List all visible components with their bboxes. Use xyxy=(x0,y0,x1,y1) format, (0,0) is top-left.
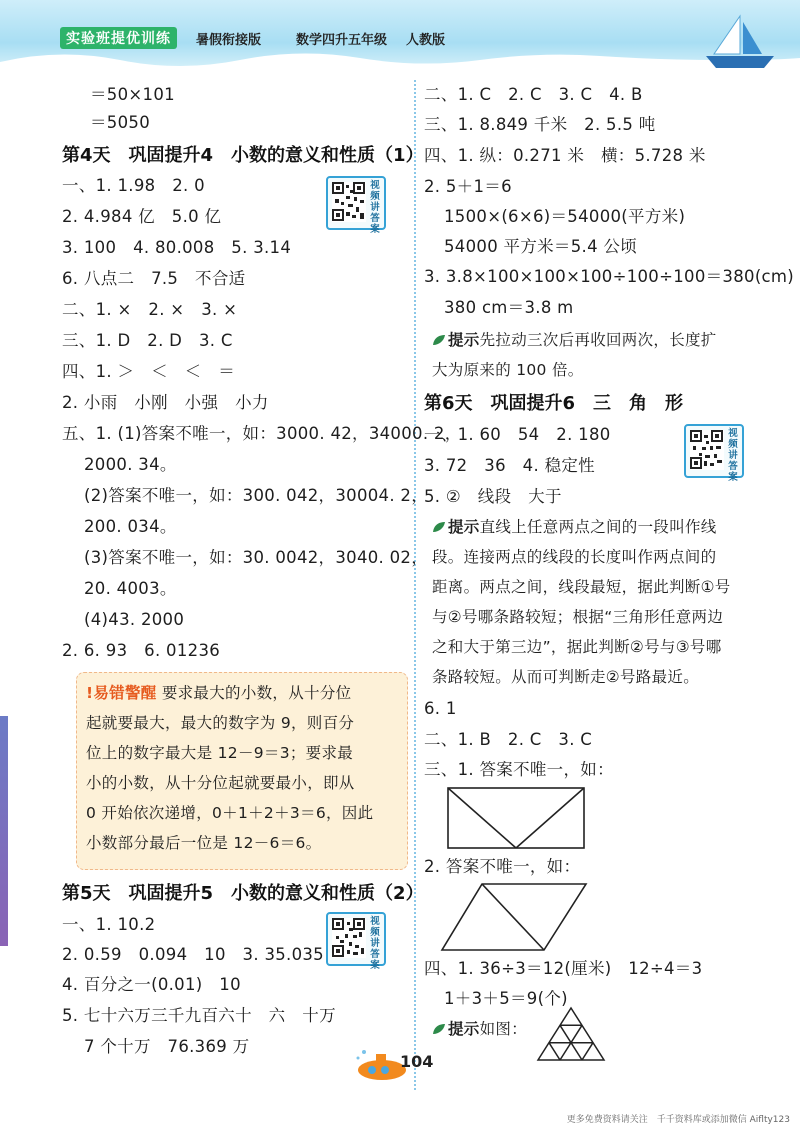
calc-line: ＝5050 xyxy=(90,113,150,132)
answer-line: 二、1. C 2. C 3. C 4. B xyxy=(424,85,643,104)
answer-line: 四、1. 36÷3＝12(厘米) 12÷4＝3 xyxy=(424,959,703,978)
answer-line: 54000 平方米＝5.4 公顷 xyxy=(444,237,638,256)
warning-text: 要求最大的小数，从十分位 xyxy=(161,684,352,702)
hint-line: 与②号哪条路较短；根据“三角形任意两边 xyxy=(432,608,724,626)
warning-line: 小的小数，从十分位起就要最小，即从 xyxy=(86,774,355,792)
answer-line: 200. 034。 xyxy=(84,517,177,536)
leaf-icon xyxy=(432,1023,446,1035)
video-qr-code[interactable] xyxy=(684,424,744,483)
answer-line: 2. 答案不唯一，如： xyxy=(424,857,581,876)
hint-text: 如图： xyxy=(479,1020,528,1038)
answer-line: 3. 3.8×100×100×100÷100÷100＝380(cm) xyxy=(424,267,795,286)
answer-line: 2000. 34。 xyxy=(84,455,177,474)
answer-line: 3. 72 36 4. 稳定性 xyxy=(424,456,595,475)
day6-title: 第6天 巩固提升6 三 角 形 xyxy=(424,393,684,414)
hint-line: 条路较短。从而可判断走②号路最近。 xyxy=(432,668,699,686)
answer-line: 20. 4003。 xyxy=(84,579,177,598)
answer-line: 1500×(6×6)＝54000(平方米) xyxy=(444,207,686,226)
wave-decoration xyxy=(0,44,800,78)
subject-label: 数学四升五年级 xyxy=(296,33,388,48)
answer-line: 3. 100 4. 80.008 5. 3.14 xyxy=(62,238,292,257)
warning-line: 小数部分最后一位是 12－6＝6。 xyxy=(86,834,322,852)
warning-line xyxy=(86,682,351,704)
qr-code-icon xyxy=(332,182,366,222)
answer-line: 2. 小雨 小刚 小强 小力 xyxy=(62,393,269,412)
answer-line: 三、1. 8.849 千米 2. 5.5 吨 xyxy=(424,115,656,134)
answer-line: 2. 0.59 0.094 10 3. 35.035 xyxy=(62,945,324,964)
side-tab xyxy=(0,716,8,946)
answer-line: 2. 6. 93 6. 01236 xyxy=(62,641,221,660)
column-divider xyxy=(414,80,416,1090)
hint-line: 大为原来的 100 倍。 xyxy=(432,361,584,379)
warning-line: 0 开始依次递增，0＋1＋2＋3＝6，因此 xyxy=(86,804,374,822)
answer-line: 2. 5＋1＝6 xyxy=(424,177,512,196)
video-qr-code[interactable] xyxy=(326,176,386,235)
answer-line: 五、1. (1)答案不唯一，如：3000. 42，34000. 2， xyxy=(62,424,462,443)
video-qr-code[interactable] xyxy=(326,912,386,971)
answer-line: 四、1. ＞ ＜ ＜ ＝ xyxy=(62,362,236,381)
qr-code-icon xyxy=(332,918,366,958)
page-number: 104 xyxy=(400,1052,434,1071)
answer-line: 一、1. 10.2 xyxy=(62,915,156,934)
hint-label: 提示 xyxy=(448,518,480,536)
hint-line: 距离。两点之间，线段最短，据此判断①号 xyxy=(432,578,731,596)
edition-label: 暑假衔接版 xyxy=(196,33,262,48)
footer-note: 更多免费资料请关注 千千资料库或添加微信 Aiflty123 xyxy=(566,1115,790,1125)
answer-line: 三、1. 答案不唯一，如： xyxy=(424,760,614,779)
answer-line: 一、1. 60 54 2. 180 xyxy=(424,425,611,444)
leaf-icon xyxy=(432,334,446,346)
answer-line: 三、1. D 2. D 3. C xyxy=(62,331,233,350)
day4-title: 第4天 巩固提升4 小数的意义和性质（1） xyxy=(62,145,424,166)
rectangle-triangles-figure xyxy=(446,786,586,850)
calc-line: ＝50×101 xyxy=(90,85,175,104)
answer-line: 一、1. 1.98 2. 0 xyxy=(62,176,205,195)
answer-line: (3)答案不唯一，如：30. 0042，3040. 02， xyxy=(84,548,429,567)
warning-line: 起就要最大，最大的数字为 9，则百分 xyxy=(86,714,355,732)
answer-line: 5. ② 线段 大于 xyxy=(424,487,562,506)
sailboat-icon xyxy=(700,14,780,74)
answer-line: 1＋3＋5＝9(个) xyxy=(444,989,568,1008)
answer-line: 5. 七十六万三千九百六十 六 十万 xyxy=(62,1006,336,1025)
answer-line: 380 cm＝3.8 m xyxy=(444,298,574,317)
header-banner xyxy=(0,0,800,78)
answer-line: 7 个十万 76.369 万 xyxy=(84,1037,250,1056)
triangle-grid-figure xyxy=(536,1006,606,1062)
qr-code-icon xyxy=(690,430,724,470)
publisher-label: 人教版 xyxy=(406,33,446,48)
answer-line: 6. 八点二 7.5 不合适 xyxy=(62,269,246,288)
hint-line xyxy=(432,1018,527,1040)
hint-line xyxy=(432,329,717,351)
answer-line: 2. 4.984 亿 5.0 亿 xyxy=(62,207,222,226)
hint-text: 直线上任意两点之间的一段叫作线 xyxy=(479,518,717,536)
warning-line: 位上的数字最大是 12－9＝3；要求最 xyxy=(86,744,354,762)
qr-caption: 视频讲答案 xyxy=(728,428,738,483)
hint-label: 提示 xyxy=(448,331,480,349)
leaf-icon xyxy=(432,521,446,533)
warning-label: !易错警醒 xyxy=(86,684,157,702)
parallelogram-triangles-figure xyxy=(440,882,590,952)
hint-line: 段。连接两点的线段的长度叫作两点间的 xyxy=(432,548,717,566)
answer-line: 6. 1 xyxy=(424,699,457,718)
answer-line: (4)43. 2000 xyxy=(84,610,185,629)
hint-line: 之和大于第三边”，据此判断②号与③号哪 xyxy=(432,638,722,656)
answer-line: (2)答案不唯一，如：300. 042，30004. 2， xyxy=(84,486,429,505)
qr-caption: 视频讲答案 xyxy=(370,916,380,971)
answer-line: 4. 百分之一(0.01) 10 xyxy=(62,975,241,994)
hint-text: 先拉动三次后再收回两次，长度扩 xyxy=(479,331,717,349)
hint-line xyxy=(432,516,717,538)
day5-title: 第5天 巩固提升5 小数的意义和性质（2） xyxy=(62,883,424,904)
series-badge: 实验班提优训练 xyxy=(60,27,177,49)
answer-line: 四、1. 纵：0.271 米 横：5.728 米 xyxy=(424,146,706,165)
answer-line: 二、1. × 2. × 3. × xyxy=(62,300,238,319)
qr-caption: 视频讲答案 xyxy=(370,180,380,235)
answer-line: 二、1. B 2. C 3. C xyxy=(424,730,593,749)
hint-label: 提示 xyxy=(448,1020,480,1038)
